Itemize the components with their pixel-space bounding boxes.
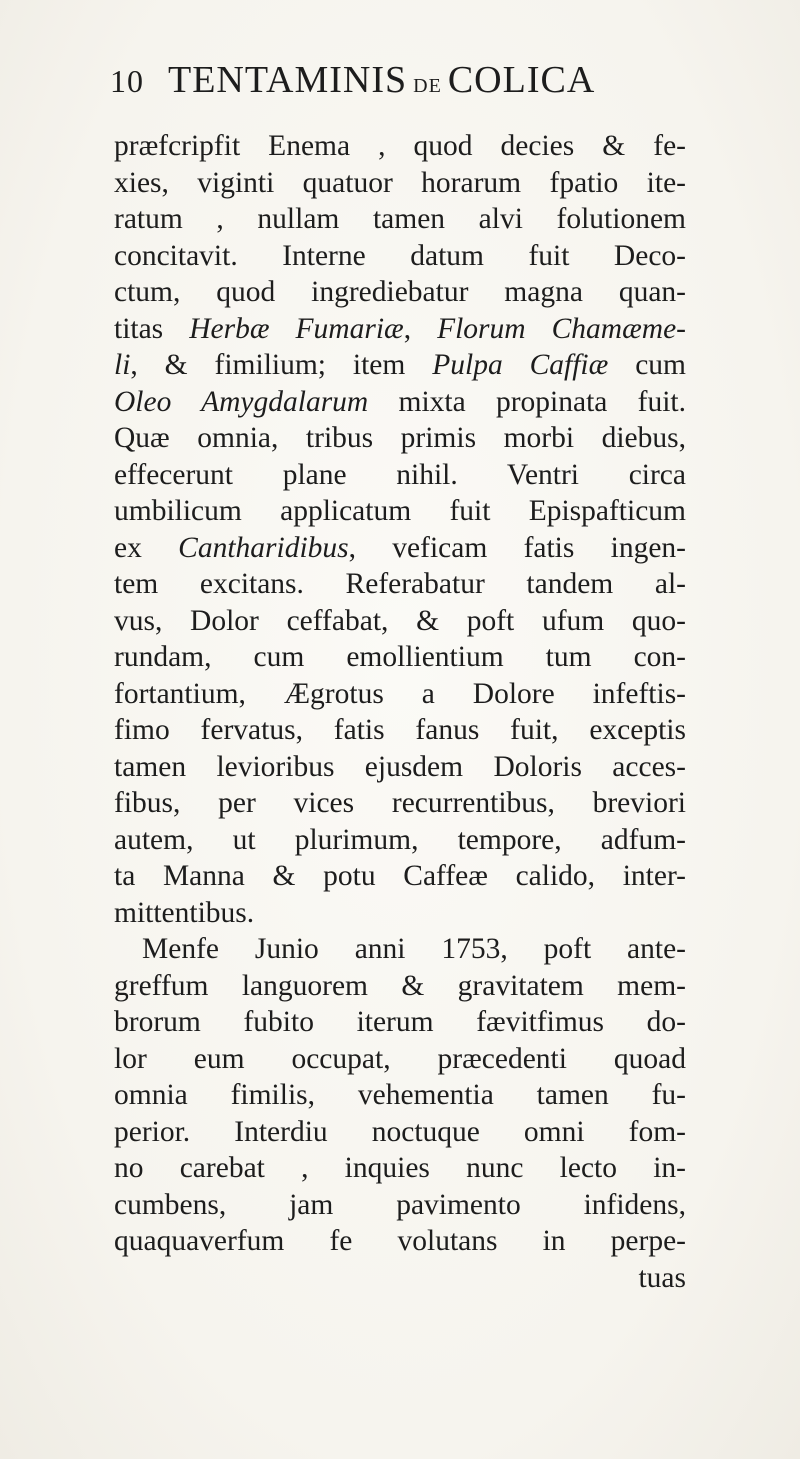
header-title-part2: COLICA: [447, 59, 596, 101]
text-run: præfcripfit Enema , quod decies & fe-: [114, 130, 686, 162]
header-title-de: DE: [413, 75, 442, 97]
text-line: [114, 566, 686, 603]
text-run: cum: [608, 349, 686, 381]
text-run: Menfe Junio anni 1753, poft ante-: [142, 933, 686, 965]
text-run: ex: [114, 531, 179, 564]
text-run: no carebat , inquies nunc lecto in-: [114, 1152, 686, 1184]
text-line: [114, 347, 686, 384]
text-line: [114, 676, 686, 713]
text-line: [114, 238, 686, 275]
text-line: [114, 274, 686, 311]
text-line: [114, 639, 686, 676]
text-line: [114, 420, 686, 457]
text-line: [114, 1260, 686, 1297]
text-line: [114, 457, 686, 494]
text-line: [114, 895, 686, 932]
header-title-part1: TENTAMINIS: [168, 59, 408, 101]
text-run: quaquaverfum fe volutans in perpe-: [114, 1225, 686, 1257]
text-run: ratum , nullam tamen alvi folutionem: [114, 203, 686, 235]
text-run: autem, ut plurimum, tempore, adfum-: [114, 823, 686, 856]
text-run: cumbens, jam pavimento infidens,: [114, 1188, 686, 1221]
text-run: mixta propinata fuit.: [368, 385, 686, 418]
text-line: [114, 493, 686, 530]
text-run: ,: [403, 312, 438, 345]
text-run: concitavit. Interne datum fuit Deco-: [114, 239, 686, 272]
text-run: perior. Interdiu noctuque omni fom-: [114, 1115, 686, 1148]
text-line: [114, 858, 686, 895]
text-run: effecerunt plane nihil. Ventri circa: [114, 458, 686, 491]
text-line: [114, 712, 686, 749]
text-run: , veficam fatis ingen-: [348, 531, 687, 564]
text-run: vus, Dolor ceffabat, & poft ufum quo-: [114, 604, 686, 637]
text-run: Quæ omnia, tribus primis morbi diebus,: [114, 422, 686, 454]
italic-term: Florum Chamæme-: [437, 312, 686, 345]
italic-term: Oleo Amygdalarum: [114, 385, 369, 418]
italic-term: Pulpa Caffiæ: [432, 349, 609, 381]
text-run: ctum, quod ingrediebatur magna quan-: [114, 276, 686, 308]
body-text: [114, 128, 686, 1296]
running-header: [110, 58, 690, 108]
text-run: brorum fubito iterum fævitfimus do-: [114, 1006, 686, 1038]
italic-term: li: [114, 349, 131, 381]
text-line: [114, 1041, 686, 1078]
text-run: , & fimilium; item: [130, 349, 433, 381]
text-line: [114, 1114, 686, 1151]
text-run: tem excitans. Referabatur tandem al-: [114, 568, 686, 600]
text-line: [114, 165, 686, 202]
text-run: ta Manna & potu Caffeæ calido, inter-: [114, 860, 686, 892]
italic-term: Cantharidibus: [178, 531, 349, 564]
text-run: tuas: [638, 1261, 686, 1294]
text-line: [114, 749, 686, 786]
text-line: [114, 1150, 686, 1187]
text-run: mittentibus.: [114, 896, 255, 929]
text-line: [114, 931, 686, 968]
text-run: fimo fervatus, fatis fanus fuit, exceptis: [114, 714, 686, 746]
text-line: [114, 968, 686, 1005]
text-line: [114, 603, 686, 640]
text-line: [114, 530, 686, 567]
text-line: [114, 1077, 686, 1114]
text-run: titas: [114, 312, 190, 345]
text-line: [114, 1223, 686, 1260]
page-number: 10: [110, 63, 144, 99]
text-run: xies, viginti quatuor horarum fpatio ite-: [114, 166, 686, 199]
text-line: [114, 785, 686, 822]
text-line: [114, 1187, 686, 1224]
italic-term: Herbæ Fumariæ: [189, 312, 404, 345]
text-run: tamen levioribus ejusdem Doloris acces-: [114, 750, 686, 783]
text-line: [114, 311, 686, 348]
text-run: fibus, per vices recurrentibus, breviori: [114, 787, 686, 819]
text-run: greffum languorem & gravitatem mem-: [114, 969, 686, 1002]
text-run: umbilicum applicatum fuit Epispafticum: [114, 495, 686, 527]
text-line: [114, 1004, 686, 1041]
text-run: fortantium, Ægrotus a Dolore infeftis-: [114, 677, 686, 710]
text-line: [114, 128, 686, 165]
text-run: lor eum occupat, præcedenti quoad: [114, 1042, 686, 1075]
text-line: [114, 201, 686, 238]
text-line: [114, 822, 686, 859]
text-run: omnia fimilis, vehementia tamen fu-: [114, 1079, 686, 1111]
text-run: rundam, cum emollientium tum con-: [114, 641, 686, 673]
text-line: [114, 384, 686, 421]
